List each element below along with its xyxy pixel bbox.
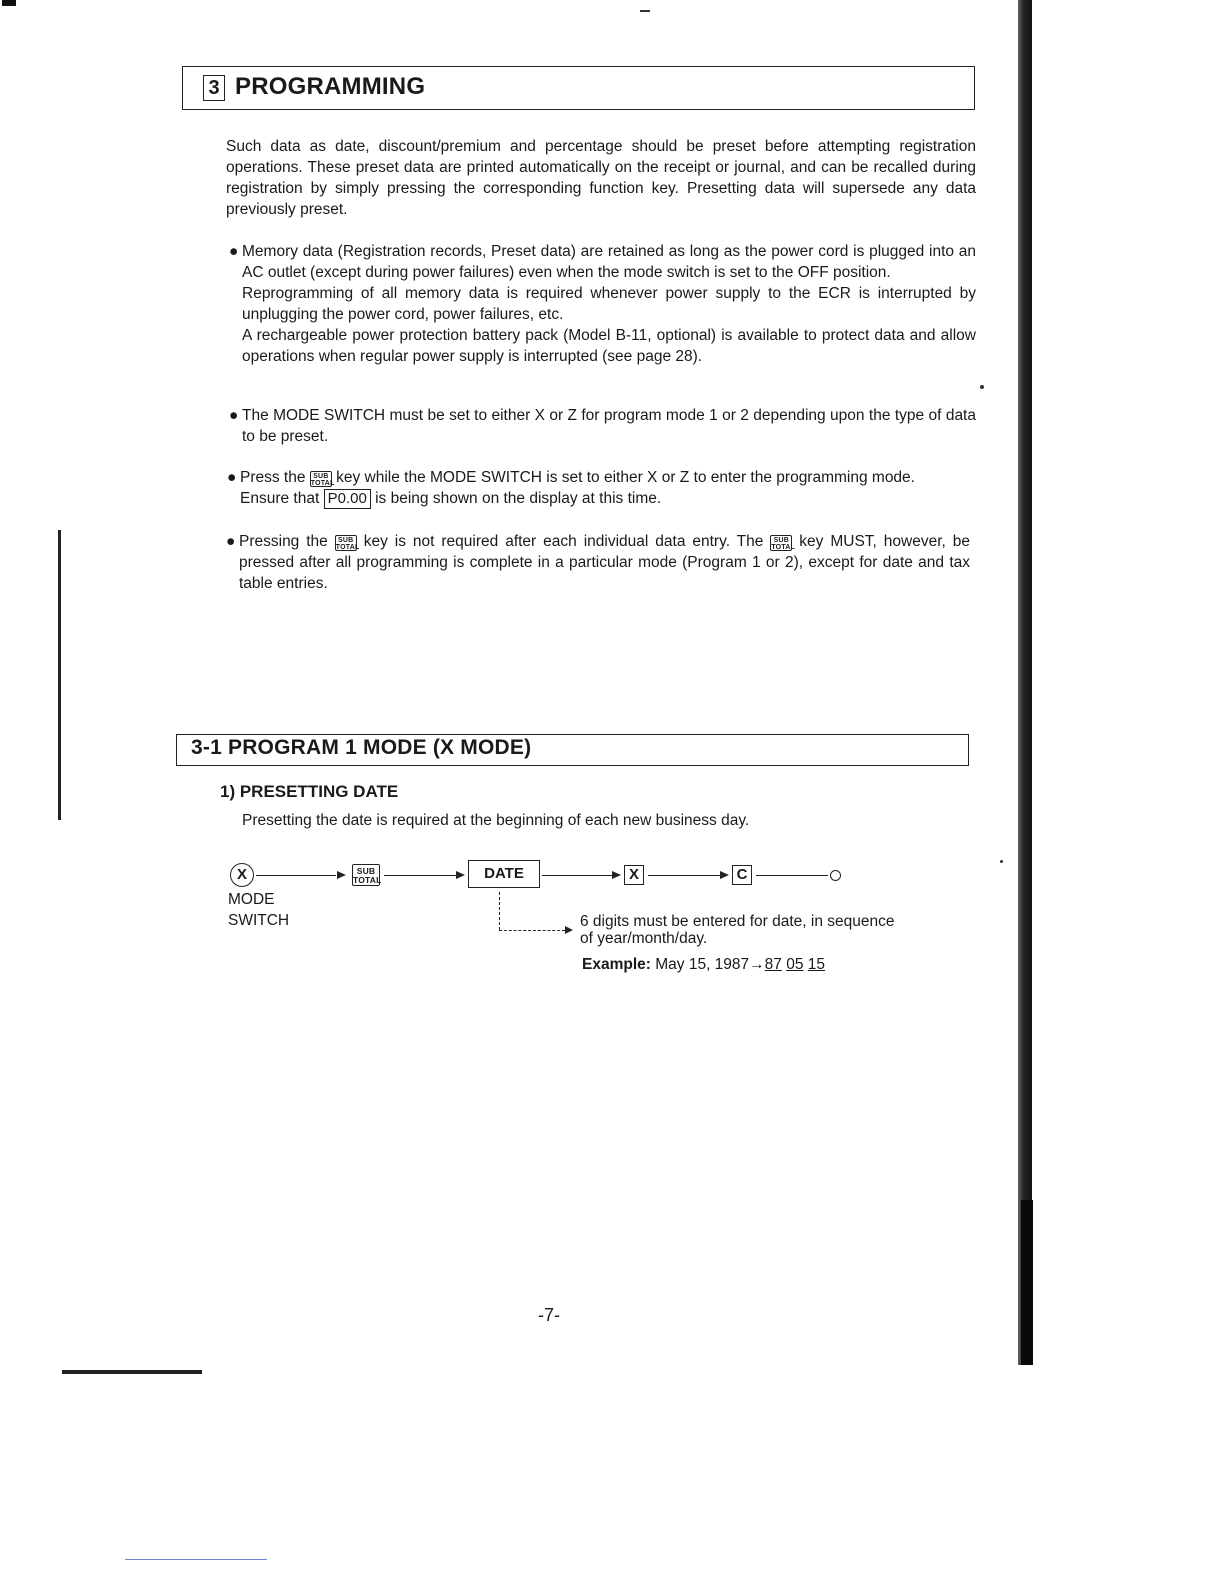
bullet-pressing-text-3: key MUST, however, be pressed after all programming is complete in a particular mode (Program 1 or 2), except for date and tax table entries. (239, 533, 971, 592)
flow-arrowhead-3 (612, 871, 621, 879)
scan-speck (640, 10, 650, 12)
bullet-pressing-text-1: Pressing the (239, 533, 328, 550)
page-number: -7- (538, 1305, 560, 1325)
multiply-key-icon: X (624, 865, 644, 885)
scan-bottom-smudge (62, 1370, 202, 1374)
scan-edge-right (1018, 0, 1032, 1365)
bullet-dot: ● (227, 469, 237, 486)
bullet-press-line-1 (240, 467, 976, 488)
bullet-press-text-3: Ensure that (240, 490, 320, 507)
bullet-pressing-text-2: key is not required after each individual data entry. The (363, 533, 764, 550)
bullet-press-text-4: is being shown on the display at this time. (375, 490, 662, 507)
clear-key-icon: C (732, 865, 752, 885)
flow-arrow-2 (384, 875, 456, 876)
date-connector-arrowhead (565, 926, 573, 934)
flow-end-circle-icon (830, 870, 841, 881)
bullet-memory-line-3: A rechargeable power protection battery pack (Model B-11, optional) is available to protect data and allow operations when regular power supply is interrupted (see page 28). (242, 327, 976, 365)
subsection-header-box (176, 734, 969, 766)
bullet-memory-data (229, 241, 976, 367)
section-header (203, 73, 425, 101)
bullet-dot: ● (229, 243, 239, 260)
scan-left-mark (2, 0, 16, 6)
bullet-press-text-2: key while the MODE SWITCH is set to either X or Z to enter the programming mode. (336, 469, 915, 486)
subtotal-key-icon: SUB TOTAL (771, 537, 796, 551)
date-connector-vertical (499, 892, 500, 930)
section-header-box (182, 66, 975, 110)
bullet-press-subtotal (227, 467, 976, 509)
bullet-mode-switch-text: The MODE SWITCH must be set to either X or Z for program mode 1 or 2 depending upon the type of data to be preset. (242, 407, 976, 445)
display-readout: P0.00 (324, 489, 371, 509)
date-note: 6 digits must be entered for date, in sequence of year/month/day. (580, 913, 895, 947)
scan-speck (1000, 860, 1003, 863)
bullet-memory-line-2: Reprogramming of all memory data is required whenever power supply to the ECR is interrupted by unplugging the power cord, power failures, etc. (242, 285, 976, 323)
bullet-mode-switch (229, 405, 976, 447)
item-description: Presetting the date is required at the beginning of each new business day. (242, 812, 750, 829)
flow-arrow-3 (542, 875, 612, 876)
mode-label: MODE SWITCH (228, 891, 290, 929)
flow-arrowhead-1 (337, 871, 346, 879)
subtotal-key-icon: SUB TOTAL (310, 473, 335, 487)
scan-bottom-link (125, 1559, 267, 1560)
bullet-dot: ● (229, 407, 239, 424)
section-number: 3 (203, 75, 225, 101)
bullet-dot: ● (226, 533, 236, 550)
bullet-pressing-subtotal (226, 531, 971, 594)
scan-left-line (58, 530, 61, 820)
scan-edge-right-bottom (1021, 1200, 1033, 1365)
subtotal-key-icon: SUB TOTAL (335, 537, 360, 551)
intro-paragraph: Such data as date, discount/premium and percentage should be preset before attempting registration operations. These preset data are printed automatically on the receipt or journal, and can be recalled during registration by simply pressing the corresponding function key. Presetting data will supersede any data previously preset. (226, 138, 976, 218)
bullet-memory-line-1: Memory data (Registration records, Preset data) are retained as long as the power cord is plugged into an AC outlet (except during power failures) even when the mode switch is set to the OFF position. (242, 243, 976, 281)
section-title: PROGRAMMING (235, 73, 426, 100)
bullet-press-text-1: Press the (240, 469, 306, 486)
item-title: 1) PRESETTING DATE (220, 782, 399, 801)
mode-switch-x-symbol: X (230, 863, 254, 887)
date-example: Example: May 15, 1987→87 05 15 (582, 956, 826, 973)
flow-arrowhead-4 (720, 871, 729, 879)
subtotal-key-icon: SUB TOTAL (353, 866, 382, 885)
flow-arrow-4 (648, 875, 720, 876)
date-box: DATE (468, 860, 540, 888)
flow-arrow-1 (256, 875, 336, 876)
flow-line-end (756, 875, 828, 876)
flow-arrowhead-2 (456, 871, 465, 879)
bullet-press-line-2 (240, 488, 976, 509)
date-connector-horizontal (499, 930, 565, 931)
subsection-title: 3-1 PROGRAM 1 MODE (X MODE) (191, 736, 532, 759)
scan-speck (980, 385, 984, 389)
